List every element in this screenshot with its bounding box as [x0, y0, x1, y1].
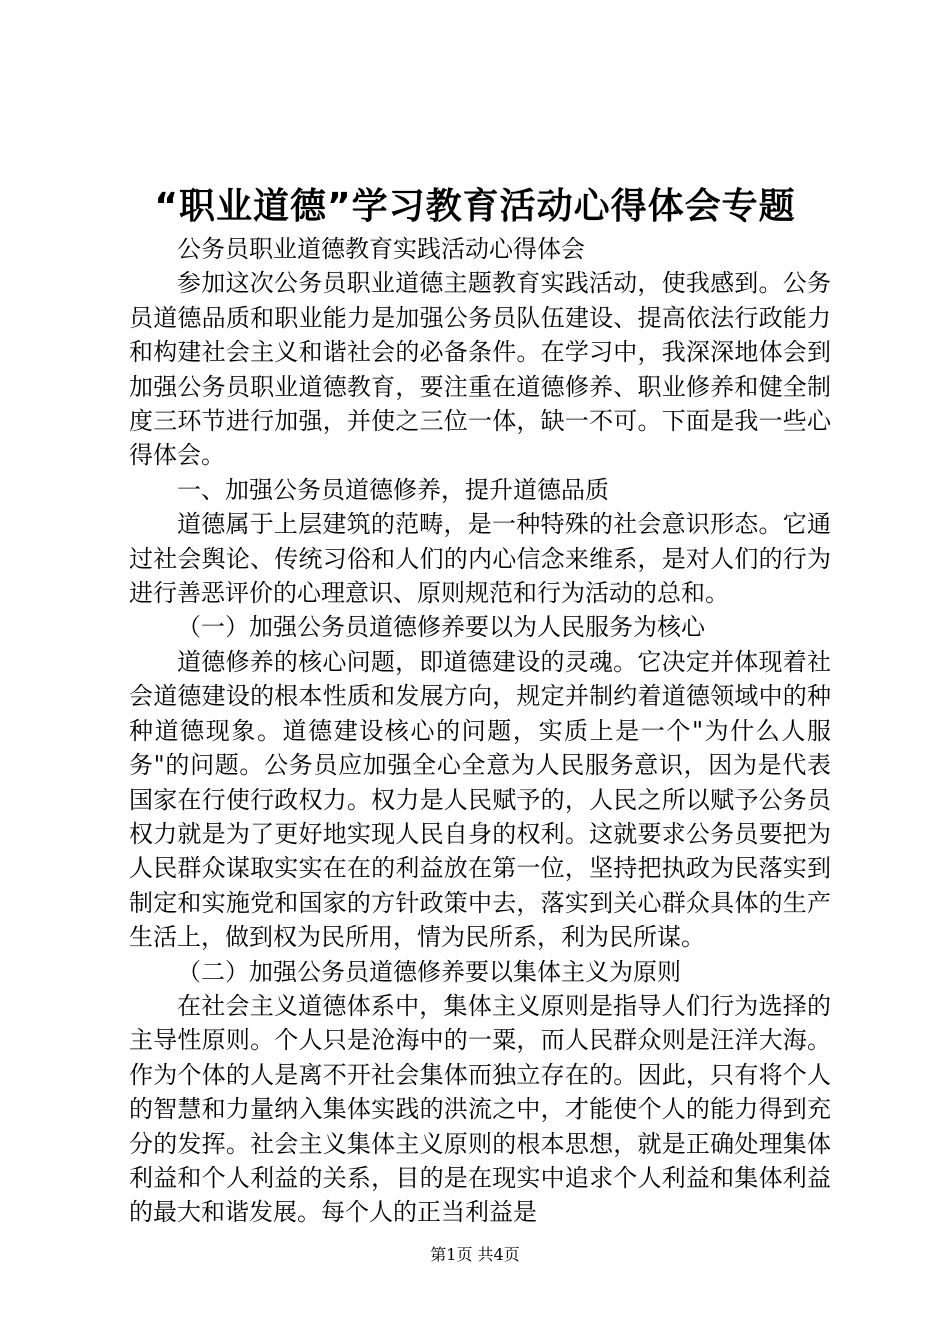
document-title: “职业道德”学习教育活动心得体会专题 — [154, 186, 796, 227]
document-body — [129, 232, 831, 1230]
body-paragraph: 参加这次公务员职业道德主题教育实践活动，使我感到。公务员道德品质和职业能力是加强公务员队伍建设、提高依法行政能力和构建社会主义和谐社会的必备条件。在学习中，我深深地体会到加强公务员职业道德教育，要注重在道德修养、职业修养和健全制度三环节进行加强，并使之三位一体，缺一不可。下面是我一些心得体会。 — [129, 269, 831, 470]
subsection-heading: （一）加强公务员道德修养要以为人民服务为核心 — [177, 613, 705, 642]
subtitle-paragraph: 公务员职业道德教育实践活动心得体会 — [177, 235, 585, 263]
body-paragraph: 在社会主义道德体系中，集体主义原则是指导人们行为选择的主导性原则。个人只是沧海中的一粟，而人民群众则是汪洋大海。作为个体的人是离不开社会集体而独立存在的。因此，只有将个人的智慧和力量纳入集体实践的洪流之中，才能使个人的能力得到充分的发挥。社会主义集体主义原则的根本思想，就是正确处理集体利益和个人利益的关系，目的是在现实中追求个人利益和集体利益的最大和谐发展。每个人的正当利益是 — [129, 991, 831, 1227]
body-paragraph: 道德属于上层建筑的范畴，是一种特殊的社会意识形态。它通过社会舆论、传统习俗和人们的内心信念来维系，是对人们的行为进行善恶评价的心理意识、原则规范和行为活动的总和。 — [129, 510, 831, 608]
section-heading: 一、加强公务员道德修养，提升道德品质 — [177, 475, 609, 504]
body-paragraph: 道德修养的核心问题，即道德建设的灵魂。它决定并体现着社会道德建设的根本性质和发展方向，规定并制约着道德领域中的种种道德现象。道德建设核心的问题，实质上是一个"为什么人服务"的问题。公务员应加强全心全意为人民服务意识，因为是代表国家在行使行政权力。权力是人民赋予的，人民之所以赋予公务员权力就是为了更好地实现人民自身的权利。这就要求公务员要把为人民群众谋取实实在在的利益放在第一位，坚持把执政为民落实到制定和实施党和国家的方针政策中去，落实到关心群众具体的生产生活上，做到权为民所用，情为民所系，利为民所谋。 — [129, 647, 831, 952]
page-footer: 第1页 共4页 — [430, 1245, 520, 1264]
subsection-heading: （二）加强公务员道德修养要以集体主义为原则 — [177, 957, 681, 986]
